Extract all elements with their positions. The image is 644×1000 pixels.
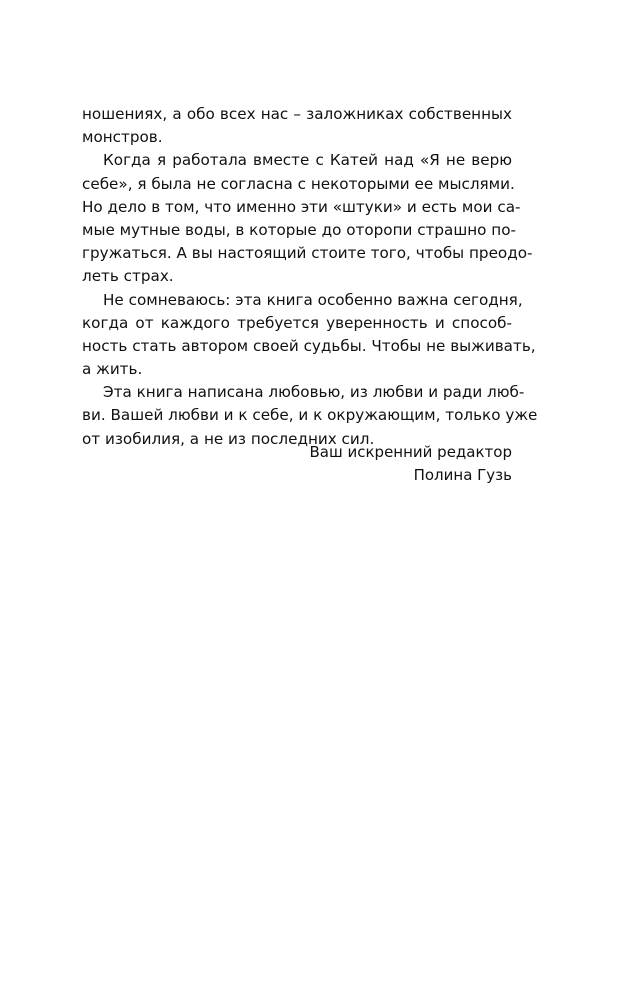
text-line: себе», я была не согласна с некоторыми ее мыслями. [82,174,515,193]
text-line: Но дело в том, что именно эти «штуки» и есть мои са- [82,197,521,216]
text-line: когда от каждого требуется уверенность и способ- [82,313,512,332]
text-line: мые мутные воды, в которые до оторопи страшно по- [82,220,516,239]
signature [310,441,512,486]
text-line: леть страх. [82,267,174,286]
signature-name: Полина Гузь [413,465,512,484]
text-line: монстров. [82,128,163,147]
signature-title: Ваш искренний редактор [309,443,512,461]
body-text [82,103,538,451]
text-line: от изобилия, а не из последних сил. [82,429,375,448]
text-line: ность стать автором своей судьбы. Чтобы не выживать, [82,336,536,355]
text-line: а жить. [82,360,143,379]
text-line: Не сомневаюсь: эта книга особенно важна сегодня, [103,290,523,309]
text-line: гружаться. А вы настоящий стоите того, чтобы преодо- [82,244,533,263]
text-line: ношениях, а обо всех нас – заложниках собственных [82,105,512,123]
text-line: Эта книга написана любовью, из любви и ради люб- [103,383,525,402]
text-line: ви. Вашей любви и к себе, и к окружающим, только уже [82,406,538,425]
text-line: Когда я работала вместе с Катей над «Я не верю [103,151,512,170]
